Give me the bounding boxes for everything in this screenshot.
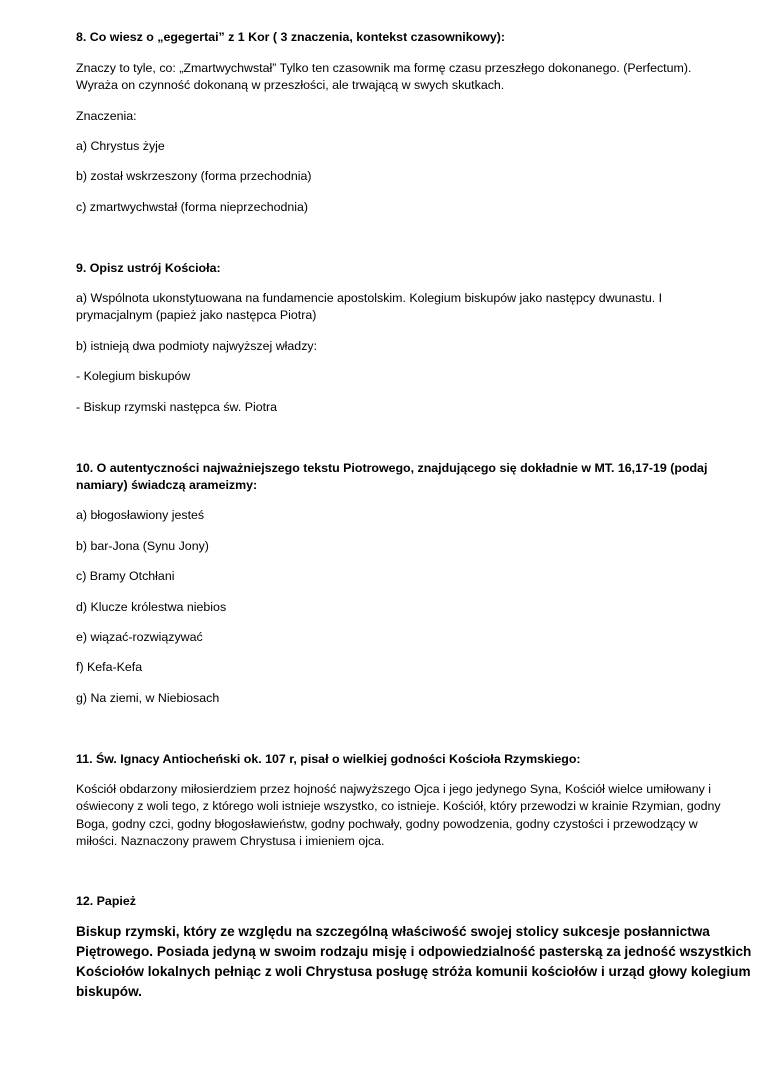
list-item: c) zmartwychwstał (forma nieprzechodnia) [76,200,309,214]
section-8-paragraph-line: Wyraża on czynność dokonaną w przeszłości, ale trwającą w swych skutkach. [76,78,505,92]
section-8-paragraph-line: Znaczy to tyle, co: „Zmartwychwstał” Tylko ten czasownik ma formę czasu przeszłego dokonanego. (Perfectum). [76,61,692,75]
list-item: - Kolegium biskupów [76,369,191,383]
section-11-paragraph-line: oświecony z woli tego, z którego woli istnieje wszystko, co istnieje. Kościół, który przewodzi w krainie Rzymian, godny [76,799,721,813]
list-item: b) bar-Jona (Synu Jony) [76,539,209,553]
list-item: f) Kefa-Kefa [76,660,143,674]
section-8-label: Znaczenia: [76,109,137,123]
section-11-heading: 11. Św. Ignacy Antiocheński ok. 107 r, pisał o wielkiej godności Kościoła Rzymskiego: [76,752,581,766]
section-9-heading: 9. Opisz ustrój Kościoła: [76,261,221,275]
section-11-paragraph-line: miłości. Naznaczony prawem Chrystusa i imieniem ojca. [76,834,385,848]
section-10-heading: namiary) świadczą arameizmy: [76,478,258,492]
section-12-paragraph-line: biskupów. [76,984,142,999]
list-item: d) Klucze królestwa niebios [76,600,227,614]
list-item: c) Bramy Otchłani [76,569,175,583]
section-12-paragraph-line: Kościołów lokalnych pełniąc z woli Chrystusa posługę stróża komunii kościołów i urząd głowy kolegium [76,964,751,979]
section-9-paragraph-line: a) Wspólnota ukonstytuowana na fundamencie apostolskim. Kolegium biskupów jako następcy dwunastu. I [76,291,663,305]
section-12-paragraph-line: Biskup rzymski, który ze względu na szczególną właściwość swojej stolicy sukcesje posłannictwa [76,924,710,939]
section-11-paragraph-line: Kościół obdarzony miłosierdziem przez hojność najwyższego Ojca i jego jedynego Syna, Kościół wielce umiłowany i [76,782,711,796]
section-11-paragraph-line: Boga, godny czci, godny błogosławieństw, godny pochwały, godny powodzenia, godny czystości i przewodzący w [76,817,698,831]
list-item: g) Na ziemi, w Niebiosach [76,691,220,705]
section-12-paragraph-line: Piętrowego. Posiada jedyną w swoim rodzaju misję i odpowiedzialność pasterską za jedność wszystkich [76,944,752,959]
section-8-heading: 8. Co wiesz o „egegertai” z 1 Kor ( 3 znaczenia, kontekst czasownikowy): [76,30,505,44]
list-item: a) błogosławiony jesteś [76,508,205,522]
section-9-paragraph-line: b) istnieją dwa podmioty najwyższej władzy: [76,339,318,353]
section-10-heading: 10. O autentyczności najważniejszego tekstu Piotrowego, znajdującego się dokładnie w MT. 16,17-19 (podaj [76,461,708,475]
section-12-heading: 12. Papież [76,894,136,908]
list-item: - Biskup rzymski następca św. Piotra [76,400,278,414]
section-9-paragraph-line: prymacjalnym (papież jako następca Piotra) [76,308,317,322]
list-item: a) Chrystus żyje [76,139,165,153]
list-item: b) został wskrzeszony (forma przechodnia) [76,169,312,183]
list-item: e) wiązać-rozwiązywać [76,630,203,644]
